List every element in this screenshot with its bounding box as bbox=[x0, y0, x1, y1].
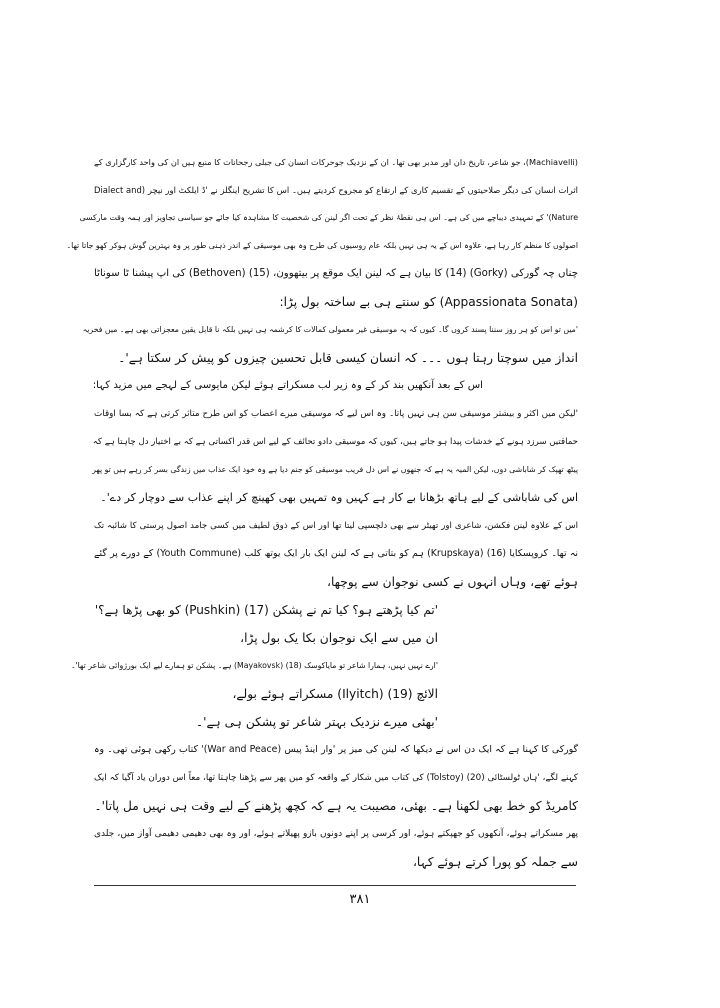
quote-line: پیٹھ تھپک کر شاباشی دوں، لیکن المیہ یہ ہے کہ جنھوں نے اس دل فریب موسیقی کو جنم دیا ہے وہ خود ایک عذاب میں زندگی بسر کر رہے ہیں تو پھر bbox=[92, 465, 578, 474]
text-line: گورکی کا کہنا ہے کہ ایک دن اس نے دیکھا کہ لینن کی میز پر 'وار اینڈ پیس (War and Peace)' کتاب رکھی ہوئی تھی۔ وہ bbox=[94, 744, 578, 755]
text-line: (Machiavelli)، جو شاعر، تاریخ دان اور مدبر بھی تھا۔ ان کے نزدیک جوحرکات انسان کی جبلی رجحانات کا منبع ہیں ان کی واحد کارگزاری کے bbox=[94, 157, 578, 167]
quote-line: حماقتیں سرزد ہونے کے خدشات پیدا ہو جاتے ہیں، کیوں کہ موسیقی دادو تحائف کے لیے اس قدر اکساتی ہے کہ بے اختیار دل چاہتا ہے کہ bbox=[92, 437, 578, 447]
quote-line: انداز میں سوچتا رہتا ہوں ۔۔۔ کہ انسان کیسی قابل تحسین چیزوں کو پیش کر سکتا ہے'۔ bbox=[118, 351, 578, 365]
text-line: نہ تھا۔ کروپسکایا (16) (Krupskaya) ہم کو بتاتی ہے کہ لینن ایک بار ایک یوتھ کلب (Youth Commune) کے دورے پر گئے bbox=[94, 548, 579, 559]
text-line: ہوئے تھے، وہاں انہوں نے کسی نوجوان سے پوچھا، bbox=[327, 575, 578, 589]
text-line: (Appassionata Sonata) کو سنتے ہی بے ساختہ بول پڑا: bbox=[279, 295, 578, 309]
text-line: کہنے لگے، 'ہاں ٹولسٹائی (20) (Tolstoy) کی کتاب میں شکار کے واقعہ کو میں پھر سے پڑھنا چاہتا تھا، معاً اس دوران یاد آگیا کہ ایک bbox=[94, 773, 578, 783]
dialogue-line: 'ارے نہیں نہیں، ہمارا شاعر تو مایاکوسک (18) (Mayakovsk) ہے۔ پشکن تو ہمارے لیے ایک بورژوائی شاعر تھا'۔ bbox=[70, 661, 438, 670]
quote-line: اس کی شاباشی کے لیے ہاتھ بڑھانا بے کار ہے کہیں وہ تمہیں بھی کھینچ کر اپنے عذاب سے دوچار کر دے'۔ bbox=[100, 491, 578, 504]
quote-line: 'لیکن میں اکثر و بیشتر موسیقی سن ہی نہیں پاتا۔ وہ اس لیے کہ موسیقی میرے اعصاب کو اس طرح متاثر کرتی ہے کہ بسا اوقات bbox=[94, 409, 578, 419]
footer-rule bbox=[94, 885, 576, 886]
dialogue-line: 'تم کیا پڑھتے ہو؟ کیا تم نے پشکن (17) (Pushkin) کو بھی پڑھا ہے؟' bbox=[94, 603, 438, 617]
dialogue-line: الائچ (19) (Ilyitch) مسکراتے ہوئے بولے، bbox=[232, 687, 438, 701]
text-line: اثرات انسان کی دیگر صلاحیتوں کے تقسیم کاری کے ارتقاع کو مجروح کردیتے ہیں۔ اس کا تشریح اینگلز نے 'ڈ ایلکٹ اور نیچر (Dialect and bbox=[94, 185, 578, 195]
text-line: کامریڈ کو خط بھی لکھنا ہے۔ بھئی، مصیبت یہ ہے کہ کچھ پڑھنے کے لیے وقت ہی نہیں مل پاتا'۔ bbox=[94, 799, 578, 813]
text-line: سے جملہ کو پورا کرتے ہوئے کہا، bbox=[412, 855, 578, 869]
text-line: پھر مسکراتے ہوئے، آنکھوں کو جھپکتے ہوئے، اور کرسی پر اپنے دونوں بازو پھیلاتے ہوئے، اور وہ بھی دھیمی دھیمی آواز میں، جلدی bbox=[94, 829, 578, 839]
page-number: ۳۸۱ bbox=[349, 892, 371, 907]
text-line: چناں چہ گورکی (Gorky) (14) کا بیان ہے کہ لینن ایک موقع پر بیتھوون، (15) (Bethoven) کی اپ پیشنا ٹا سوناٹا bbox=[94, 268, 578, 279]
text-line: Nature)' کے تمہیدی دیباچے میں کی ہے۔ اس ہی نقطۂ نظر کے تحت اگر لینن کی شخصیت کا مشاہدہ کیا جائے جو سیاسی تجاویز اور ہمہ وقت مارکسی bbox=[79, 213, 578, 222]
text-line: اس کے علاوہ لینن فکشن، شاعری اور تھیٹر سے بھی دلچسپی لیتا تھا اور اس کے ذوق لطیف میں کسی جامد اصول پرستی کا شائبہ تک bbox=[94, 521, 578, 531]
quote-line: 'میں تو اس کو ہر روز سننا پسند کروں گا۔ کیوں کہ یہ موسیقی غیر معمولی کمالات کا کرشمہ ہی نہیں بلکہ نا قابل یقین معجزاتی بھی ہے۔ میں فخریہ bbox=[82, 325, 578, 334]
text-line: اصولوں کا منظم کار رہا ہے، علاوہ اس کے یہ ہی نہیں بلکہ عام روسیوں کی طرح وہ بھی موسیقی کے اندر ذہنی طور پر وہ بہترین گوش ہوکر کھو جاتا تھا۔ bbox=[66, 241, 578, 250]
dialogue-line: ان میں سے ایک نوجوان بکا یک بول پڑا، bbox=[240, 631, 438, 645]
text-line: اس کے بعد آنکھیں بند کر کے وہ زیر لب مسکراتے ہوئے لیکن مایوسی کے لہجے میں مزید کہا: bbox=[92, 380, 483, 391]
dialogue-line: 'بھئی میرے نزدیک بہتر شاعر تو پشکن ہی ہے'۔ bbox=[196, 715, 438, 729]
